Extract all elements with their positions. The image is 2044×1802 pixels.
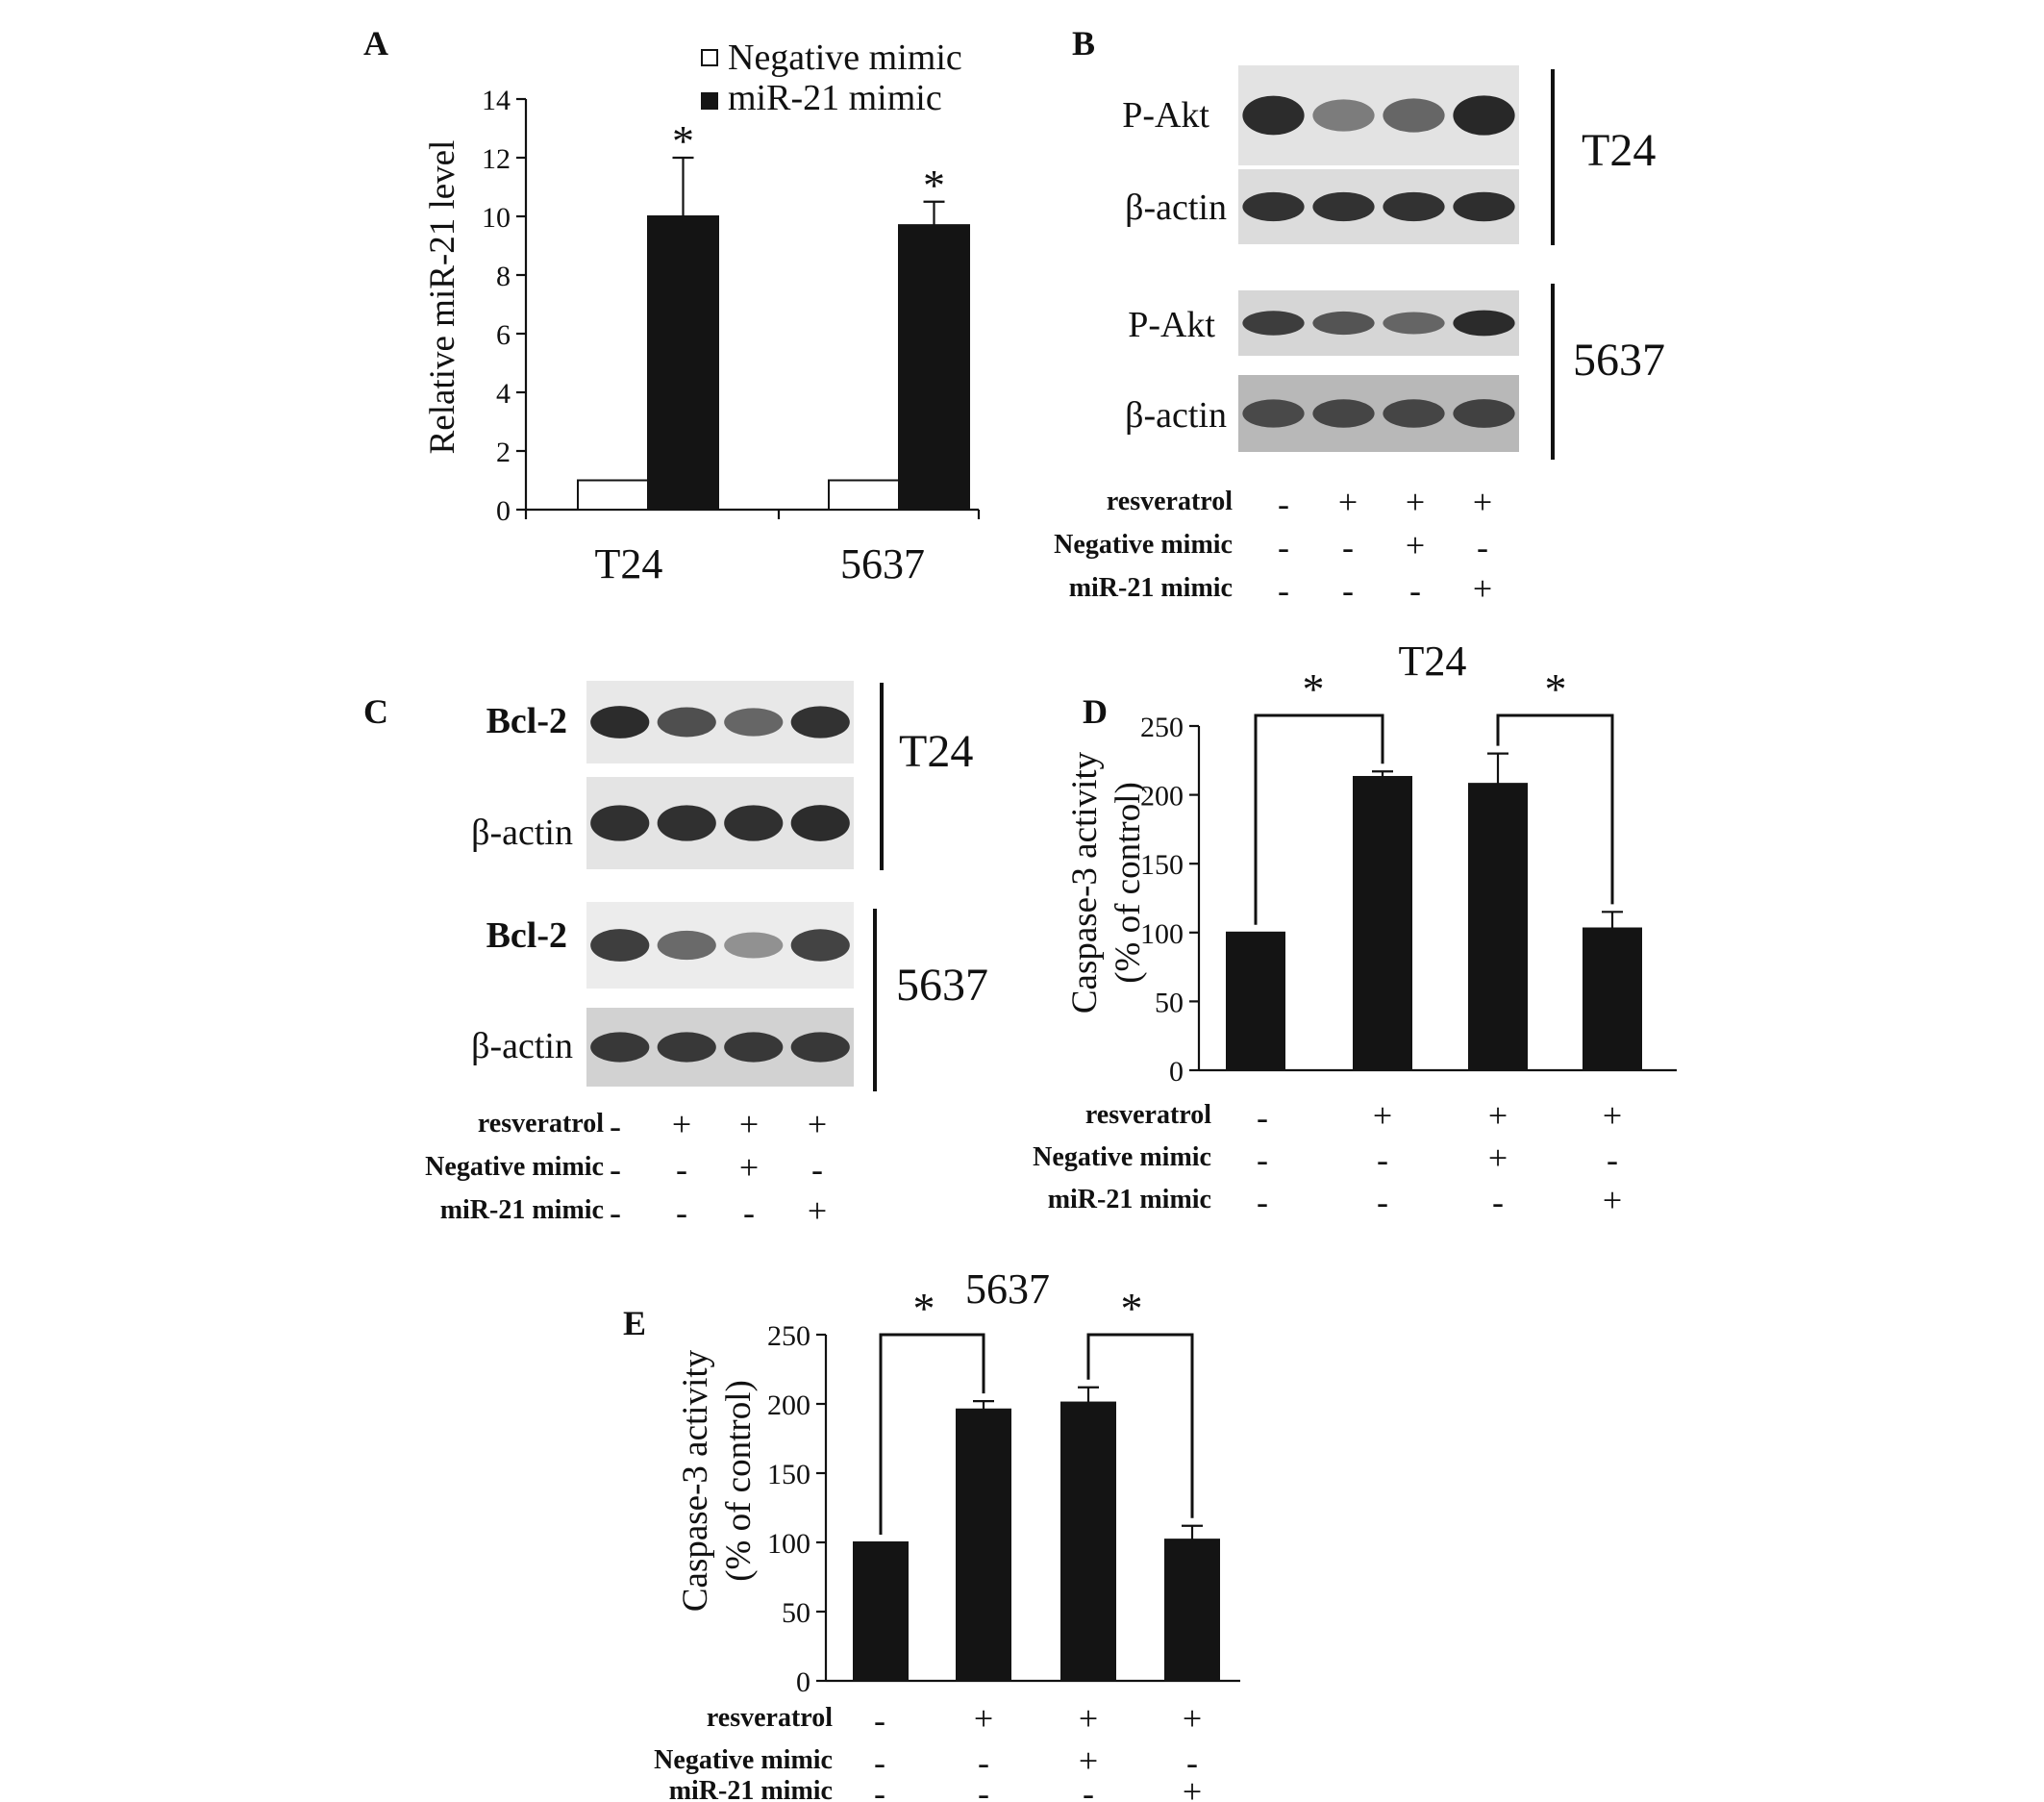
panel-e-y-tick-label: 0 — [796, 1666, 810, 1698]
panel-c-conditions — [425, 1105, 827, 1232]
panel-c-blot-band — [791, 929, 850, 961]
panel-b-condition-sign: - — [1278, 485, 1289, 523]
panel-d-letter: D — [1083, 692, 1108, 731]
panel-b-conditions — [1054, 483, 1492, 610]
panel-b-blot-band — [1312, 192, 1374, 221]
panel-c-blot-band — [791, 805, 850, 841]
panel-c-condition-sign: - — [676, 1193, 687, 1232]
panel-d-bar — [1469, 784, 1527, 1070]
panel-d-bar — [1354, 777, 1411, 1070]
panel-e-y-tick-label: 200 — [767, 1389, 810, 1421]
panel-d-y-tick-label: 200 — [1140, 780, 1184, 813]
panel-e-y-axis-label-line-2: (% of control) — [719, 1380, 759, 1582]
panel-d-bar — [1227, 933, 1284, 1070]
panel-a-y-tick-label: 12 — [482, 143, 511, 175]
panel-c-condition-label: miR-21 mimic — [439, 1195, 604, 1225]
panel-d-condition-sign: - — [1492, 1183, 1504, 1221]
panel-e-bar — [854, 1542, 908, 1681]
panel-d-condition-sign: + — [1487, 1096, 1508, 1135]
panel-b-blot-band — [1312, 312, 1374, 335]
panel-b-condition-label: miR-21 mimic — [1068, 573, 1233, 603]
panel-d-bar — [1583, 929, 1641, 1070]
panel-c-blot-band — [590, 1032, 649, 1062]
panel-b-blot-band — [1312, 399, 1374, 427]
panel-c-blot-band — [590, 805, 649, 840]
panel-d-condition-sign: - — [1257, 1098, 1268, 1137]
panel-a-bar — [648, 216, 718, 510]
panel-a-significance-star: * — [672, 116, 694, 165]
panel-a-category-5637: 5637 — [840, 540, 925, 588]
panel-e-bar — [1165, 1539, 1219, 1681]
panel-e-condition-sign: + — [1078, 1699, 1099, 1738]
panel-e-condition-label: miR-21 mimic — [668, 1776, 833, 1802]
panel-d-y-tick-label: 0 — [1169, 1056, 1184, 1088]
panel-b-label-p-akt-t24: P-Akt — [1122, 95, 1209, 136]
panel-e-condition-sign: - — [1186, 1743, 1198, 1782]
panel-d-condition-label: Negative mimic — [1033, 1142, 1211, 1172]
panel-c-condition-sign: + — [738, 1148, 760, 1187]
panel-e-condition-sign: - — [874, 1774, 885, 1802]
panel-e-condition-sign: - — [874, 1701, 885, 1739]
panel-b-condition-sign: - — [1342, 571, 1354, 610]
panel-b-condition-sign: + — [1405, 526, 1426, 564]
panel-d — [1033, 638, 1677, 1221]
panel-d-conditions — [1033, 1096, 1622, 1221]
panel-a-chart — [482, 85, 979, 527]
panel-b-condition-sign: - — [1278, 571, 1289, 610]
panel-d-title: T24 — [1398, 638, 1467, 685]
panel-c-label-bcl2-t24: Bcl-2 — [486, 701, 567, 741]
panel-c-blot-band — [658, 931, 716, 960]
panel-b-blot-band — [1453, 311, 1514, 337]
panel-c-blot-band — [658, 805, 716, 840]
panel-b-blot-band — [1383, 192, 1444, 221]
panel-b-blot-band — [1242, 192, 1304, 221]
panel-c-cell-line-5637: 5637 — [896, 960, 988, 1011]
panel-c-blot-band — [724, 1032, 783, 1062]
panel-d-condition-sign: - — [1377, 1183, 1388, 1221]
panel-b-blot-band — [1453, 95, 1514, 135]
panel-e — [623, 1265, 1240, 1802]
panel-b-blot-band — [1453, 192, 1514, 221]
panel-d-condition-label: resveratrol — [1084, 1100, 1211, 1130]
panel-b — [1054, 24, 1665, 610]
panel-b-blot-band — [1383, 312, 1444, 334]
panel-c-condition-sign: + — [671, 1105, 692, 1143]
panel-e-letter: E — [623, 1304, 647, 1342]
panel-a-y-tick-label: 14 — [482, 85, 511, 116]
panel-c-condition-sign: - — [610, 1150, 621, 1189]
panel-c-blot-band — [724, 708, 783, 736]
panel-c-blots — [586, 681, 854, 1087]
panel-d-condition-sign: + — [1372, 1096, 1393, 1135]
panel-d-condition-sign: + — [1602, 1096, 1623, 1135]
panel-b-label-beta-actin-t24: β-actin — [1125, 188, 1227, 228]
legend-swatch-mir21-mimic — [702, 93, 717, 109]
panel-a-letter: A — [363, 24, 388, 63]
panel-d-condition-label: miR-21 mimic — [1047, 1185, 1211, 1214]
panel-b-condition-sign: + — [1472, 569, 1493, 608]
panel-e-significance-star: * — [1120, 1284, 1143, 1333]
panel-b-condition-sign: - — [1409, 571, 1421, 610]
panel-b-condition-sign: + — [1472, 483, 1493, 521]
panel-d-condition-sign: - — [1377, 1140, 1388, 1179]
panel-d-condition-sign: - — [1257, 1183, 1268, 1221]
panel-a — [363, 24, 979, 588]
panel-b-blot-band — [1242, 311, 1304, 336]
panel-b-blot-band — [1242, 96, 1304, 136]
panel-a-bar — [578, 481, 648, 511]
panel-d-y-tick-label: 50 — [1155, 987, 1184, 1019]
panel-d-y-axis-label-line-2: (% of control) — [1109, 782, 1148, 984]
panel-b-condition-label: resveratrol — [1106, 487, 1233, 516]
panel-d-condition-sign: - — [1257, 1140, 1268, 1179]
legend-swatch-negative-mimic — [702, 50, 717, 65]
panel-e-chart — [767, 1284, 1240, 1698]
panel-d-y-tick-label: 150 — [1140, 849, 1184, 882]
panel-e-condition-sign: - — [978, 1774, 989, 1802]
panel-e-y-tick-label: 50 — [782, 1597, 810, 1629]
panel-e-condition-sign: + — [1078, 1741, 1099, 1780]
panel-c-blot-band — [724, 932, 783, 958]
panel-e-title: 5637 — [965, 1265, 1050, 1313]
panel-c-condition-label: resveratrol — [477, 1109, 604, 1139]
panel-c-condition-sign: - — [610, 1107, 621, 1145]
panel-c-letter: C — [363, 692, 388, 731]
panel-e-y-tick-label: 250 — [767, 1320, 810, 1352]
panel-d-significance-star: * — [1544, 664, 1567, 713]
panel-b-condition-sign: - — [1278, 528, 1289, 566]
panel-e-condition-sign: + — [1182, 1699, 1203, 1738]
panel-c-condition-sign: + — [807, 1191, 828, 1230]
panel-a-y-tick-label: 2 — [496, 437, 511, 468]
panel-c-condition-sign: - — [743, 1193, 755, 1232]
panel-c-condition-sign: - — [811, 1150, 823, 1189]
panel-c-blot-band — [658, 1032, 716, 1062]
panel-c — [363, 681, 988, 1232]
panel-c-condition-sign: - — [676, 1150, 687, 1189]
panel-b-blot-band — [1242, 399, 1304, 427]
panel-e-bar — [1061, 1403, 1115, 1681]
panel-d-y-axis-label-line-1: Caspase-3 activity — [1065, 751, 1105, 1014]
panel-a-y-tick-label: 0 — [496, 495, 511, 527]
panel-b-cell-line-t24: T24 — [1582, 125, 1657, 176]
panel-c-blot-band — [590, 929, 649, 962]
panel-b-letter: B — [1072, 24, 1096, 63]
panel-c-label-beta-actin-5637: β-actin — [471, 1026, 573, 1066]
panel-e-conditions — [654, 1699, 1202, 1802]
panel-a-legend — [702, 38, 962, 118]
panel-c-blot-band — [724, 805, 783, 840]
panel-d-significance-star: * — [1302, 664, 1325, 713]
panel-c-cell-line-t24: T24 — [899, 726, 974, 777]
panel-d-y-tick-label: 250 — [1140, 712, 1184, 743]
panel-e-significance-star: * — [912, 1284, 935, 1333]
panel-a-y-tick-label: 6 — [496, 319, 511, 351]
panel-b-label-p-akt-5637: P-Akt — [1128, 305, 1215, 345]
panel-b-blot-band — [1383, 399, 1444, 427]
panel-b-blots — [1238, 65, 1519, 452]
panel-d-condition-sign: + — [1602, 1181, 1623, 1219]
panel-c-condition-sign: - — [610, 1193, 621, 1232]
panel-c-label-bcl2-5637: Bcl-2 — [486, 915, 567, 956]
panel-a-y-tick-label: 10 — [482, 202, 511, 234]
panel-c-condition-sign: + — [807, 1105, 828, 1143]
panel-e-condition-sign: - — [1083, 1774, 1094, 1802]
panel-c-blot-band — [791, 706, 850, 738]
panel-d-chart — [1140, 664, 1677, 1088]
panel-a-y-tick-label: 4 — [496, 378, 511, 410]
panel-b-condition-sign: - — [1342, 528, 1354, 566]
panel-d-condition-sign: + — [1487, 1139, 1508, 1177]
panel-a-category-t24: T24 — [594, 540, 663, 588]
panel-c-blot-band — [791, 1032, 850, 1062]
panel-e-condition-sign: - — [874, 1743, 885, 1782]
panel-b-cell-line-5637: 5637 — [1573, 335, 1665, 386]
panel-b-condition-sign: - — [1477, 528, 1488, 566]
panel-a-bar — [829, 481, 899, 511]
panel-b-blot-band — [1383, 98, 1444, 132]
panel-e-y-tick-label: 150 — [767, 1459, 810, 1490]
panel-c-label-beta-actin-t24: β-actin — [471, 813, 573, 853]
panel-e-condition-sign: + — [1182, 1772, 1203, 1802]
panel-e-condition-label: Negative mimic — [654, 1745, 833, 1775]
panel-b-condition-sign: + — [1405, 483, 1426, 521]
panel-b-blot-band — [1453, 399, 1514, 428]
panel-c-condition-label: Negative mimic — [425, 1152, 604, 1182]
panel-c-condition-sign: + — [738, 1105, 760, 1143]
panel-a-bar — [899, 225, 969, 510]
panel-c-blot-band — [590, 706, 649, 738]
legend-label-mir21-mimic: miR-21 mimic — [728, 78, 942, 118]
panel-e-y-tick-label: 100 — [767, 1528, 810, 1560]
panel-e-condition-sign: - — [978, 1743, 989, 1782]
panel-a-significance-star: * — [923, 160, 945, 210]
panel-b-condition-sign: + — [1337, 483, 1359, 521]
panel-e-bar — [957, 1410, 1010, 1681]
panel-a-y-axis-label: Relative miR-21 level — [423, 139, 462, 455]
panel-e-y-axis-label-line-1: Caspase-3 activity — [676, 1349, 715, 1613]
legend-label-negative-mimic: Negative mimic — [728, 38, 962, 78]
panel-a-y-tick-label: 8 — [496, 261, 511, 292]
panel-c-blot-band — [658, 708, 716, 738]
panel-d-condition-sign: - — [1607, 1140, 1618, 1179]
panel-b-condition-label: Negative mimic — [1054, 530, 1233, 560]
panel-e-condition-sign: + — [973, 1699, 994, 1738]
panel-e-condition-label: resveratrol — [706, 1703, 833, 1733]
panel-b-blot-band — [1312, 99, 1374, 131]
panel-b-label-beta-actin-5637: β-actin — [1125, 395, 1227, 436]
panel-d-y-tick-label: 100 — [1140, 917, 1184, 950]
